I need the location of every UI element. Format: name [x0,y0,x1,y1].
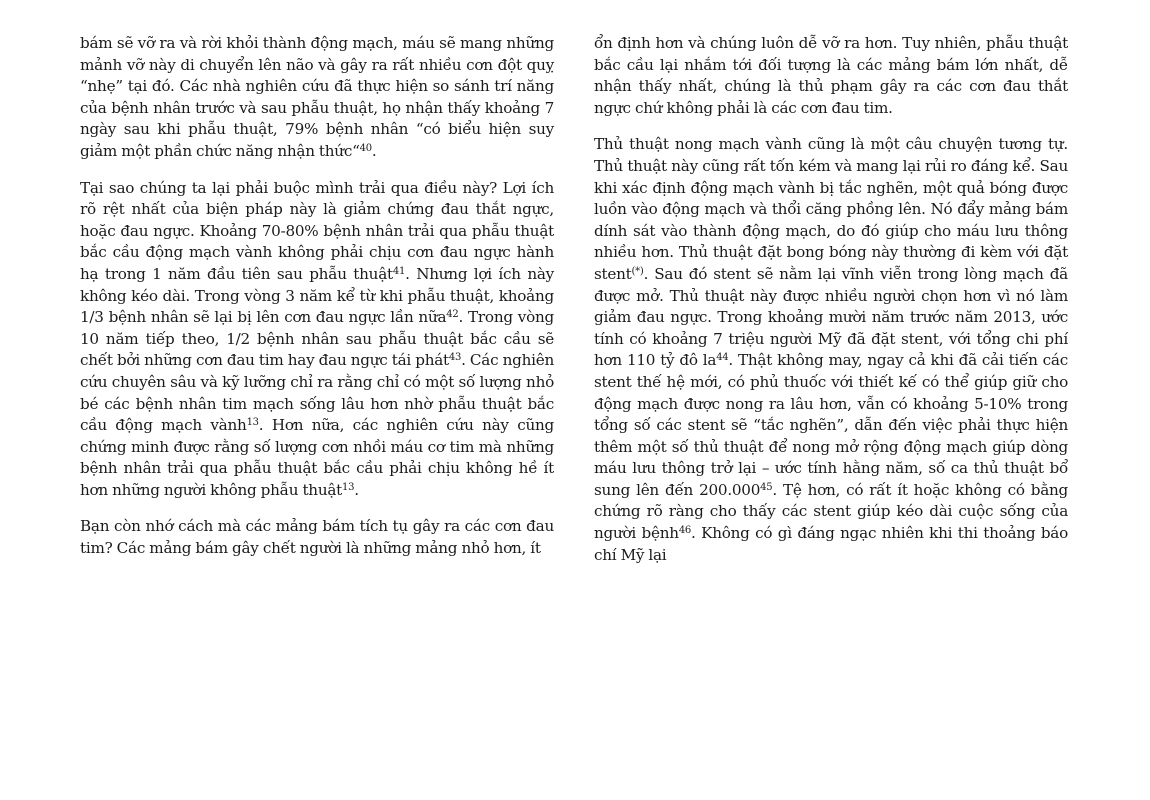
citation-superscript: 13 [342,481,355,493]
footnote-marker: (*) [631,265,644,277]
text-run: . [371,141,377,160]
paragraph [80,516,554,559]
citation-superscript: 42 [446,309,459,321]
text-run: bám sẽ vỡ ra và rời khỏi thành động mạch, máu sẽ mang những mảnh vỡ này di chuyển lên não và gây ra rất nhiều cơn đột quỵ “nhẹ” tại đó. Các nhà nghiên cứu đã thực hiện so sánh trí năng của bệnh nhân trước và sau phẫu thuật, họ nhận thấy khoảng 7 ngày sau khi phẫu thuật, 79% bệnh nhân “có biểu hiện suy giảm một phần chức năng nhận thức“ [80,34,554,160]
text-run: Tại sao chúng ta lại phải buộc mình trải qua điều này? Lợi ích rõ rệt nhất của biện pháp này là giảm chứng đau thắt ngực, hoặc đau ngực. Khoảng 70-80% bệnh nhân trải qua phẫu thuật bắc cầu động mạch vành không phải chịu cơn đau ngực hành hạ trong 1 năm đầu tiên sau phẫu thuật [80,178,554,283]
citation-superscript: 43 [448,352,462,364]
right-column [594,33,1068,581]
text-run: . Trong vòng 10 năm tiếp theo, 1/2 bệnh nhân sau phẫu thuật bắc cầu sẽ chết bởi những cơn đau tim hay đau ngực tái phát [80,308,555,370]
text-run: Thủ thuật nong mạch vành cũng là một câu chuyện tương tự. Thủ thuật này cũng rất tốn kém và mang lại rủi ro đáng kể. Sau khi xác định động mạch vành bị tắc nghẽn, một quả bóng được luồn vào động mạch và thổi căng phồng lên. Nó đẩy mảng bám dính sát vào thành động mạch, do đó giúp cho máu lưu thông nhiều hơn. Thủ thuật đặt bong bóng này thường đi kèm với đặt stent [594,135,1068,283]
text-run: ổn định hơn và chúng luôn dễ vỡ ra hơn. Tuy nhiên, phẫu thuật bắc cầu lại nhắm tới đối tượng là các mảng bám lớn nhất, dễ nhận thấy nhất, chúng là thủ phạm gây ra các cơn đau thắt ngực chứ không phải là các cơn đau tim. [594,34,1068,117]
text-run: Bạn còn nhớ cách mà các mảng bám tích tụ gây ra các cơn đau tim? Các mảng bám gây chết người là những mảng nhỏ hơn, ít [80,517,554,558]
citation-superscript: 46 [678,525,692,537]
text-run: . Các nghiên cứu chuyên sâu và kỹ lưỡng chỉ ra rằng chỉ có một số lượng nhỏ bé các bệnh nhân tim mạch sống lâu hơn nhờ phẫu thuật bắc cầu động mạch vành [80,351,555,435]
left-column [80,33,554,575]
text-run: . Không có gì đáng ngạc nhiên khi thi thoảng báo chí Mỹ lại [594,524,1068,564]
citation-superscript: 45 [760,481,773,493]
text-run: . Tệ hơn, có rất ít hoặc không có bằng chứng rõ ràng cho thấy các stent giúp kéo dài cuộc sống của người bệnh [594,480,1069,543]
paragraph [80,178,554,502]
citation-superscript: 44 [716,352,729,364]
paragraph [80,33,554,163]
citation-superscript: 13 [246,417,259,429]
paragraph [594,33,1068,119]
text-run: . Thật không may, ngay cả khi đã cải tiến các stent thế hệ mới, có phủ thuốc với thiết kế có thể giúp giữ cho động mạch được nong ra lâu hơn, vẫn có khoảng 5-10% trong tổng số các stent sẽ “tắc nghẽn”, dẫn đến việc phải thực hiện thêm một số thủ thuật để nong mở rộng động mạch giúp dòng máu lưu thông trở lại – ước tính hằng năm, số ca thủ thuật bổ sung lên đến 200.000 [594,351,1068,499]
citation-superscript: 40 [359,142,372,154]
text-run: . Sau đó stent sẽ nằm lại vĩnh viễn trong lòng mạch đã được mở. Thủ thuật này được nhiều người chọn hơn vì nó làm giảm đau ngực. Trong khoảng mười năm trước năm 2013, ước tính có khoảng 7 triệu người Mỹ đã đặt stent, với tổng chi phí hơn 110 tỷ đô la [594,264,1068,370]
text-run: . [354,480,359,499]
text-run: . Hơn nữa, các nghiên cứu này cũng chứng minh được rằng số lượng cơn nhồi máu cơ tim mà những bệnh nhân trải qua phẫu thuật bắc cầu phải chịu không hề ít hơn những người không phẫu thuật [80,416,554,499]
citation-superscript: 41 [392,265,406,277]
text-run: . Nhưng lợi ích này không kéo dài. Trong vòng 3 năm kể từ khi phẫu thuật, khoảng 1/3 bệnh nhân sẽ lại bị lên cơn đau ngực lần nữa [80,264,554,327]
paragraph [594,134,1068,566]
